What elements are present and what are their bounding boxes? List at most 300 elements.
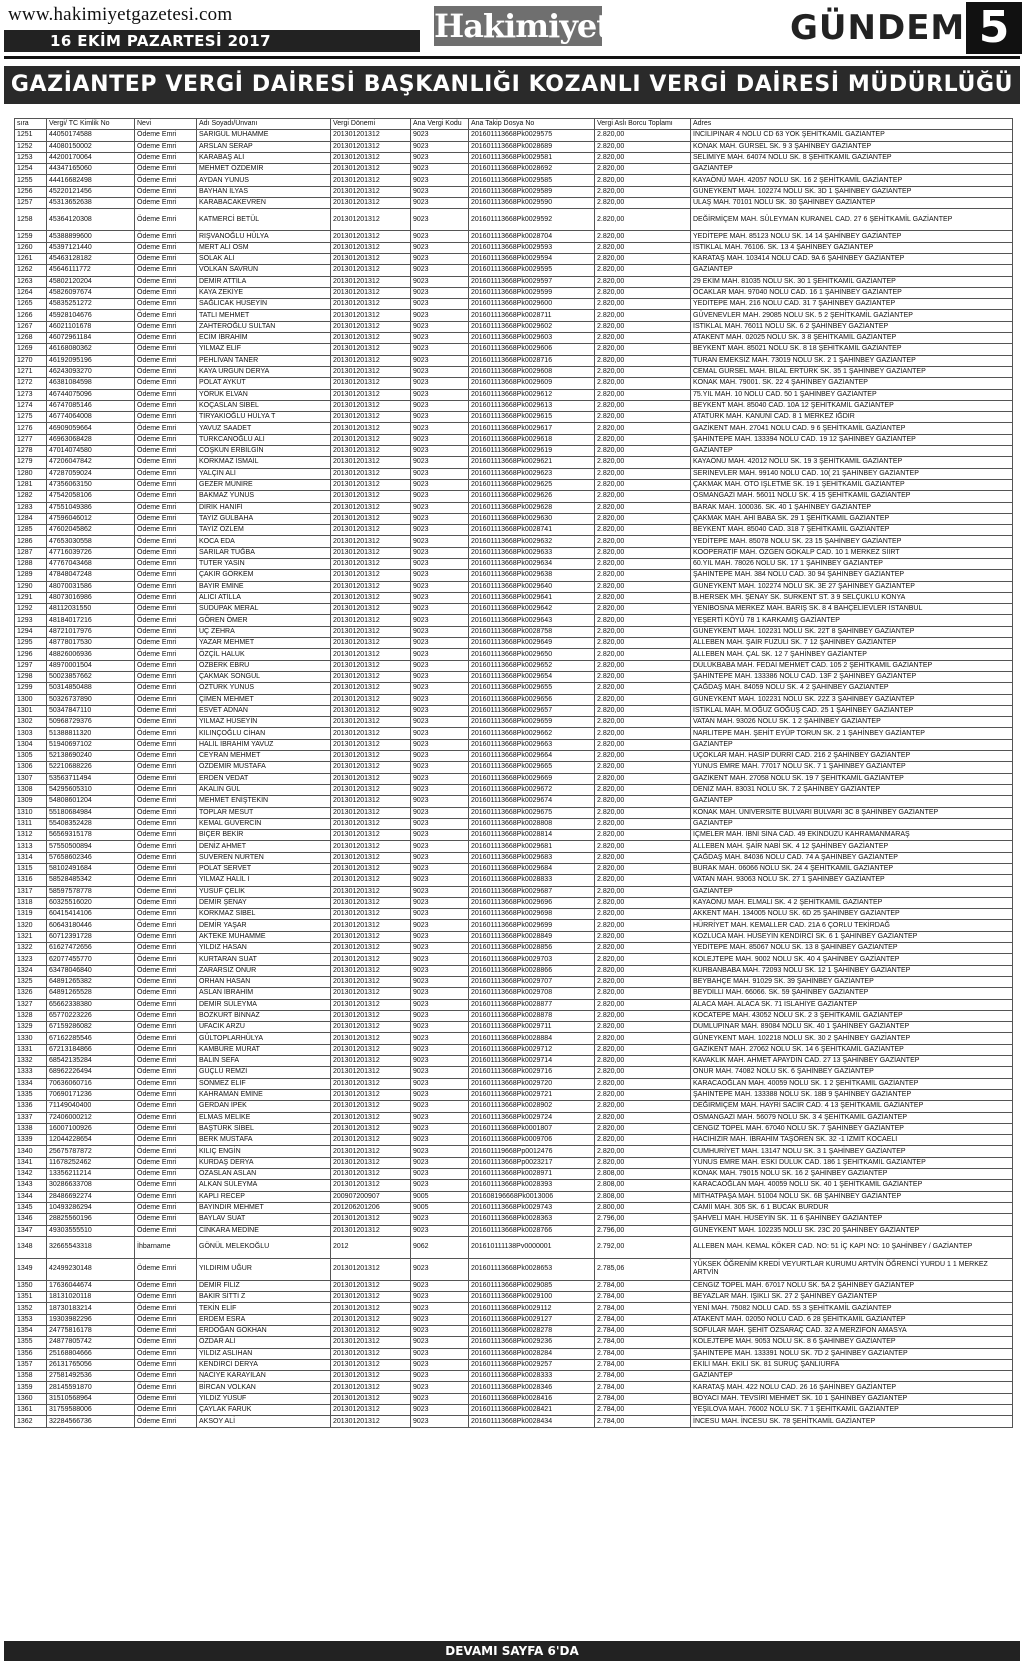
table-cell: Ödeme Emri bbox=[135, 231, 197, 242]
table-cell: 2.820,00 bbox=[595, 931, 691, 942]
table-row bbox=[15, 773, 1013, 784]
table-cell: YENİ MAH. 75082 NOLU CAD. 5S 3 ŞEHİTKAMİL GAZİANTEP bbox=[691, 1303, 1013, 1314]
table-cell: 9023 bbox=[411, 253, 469, 264]
table-cell: 1337 bbox=[15, 1112, 47, 1123]
table-cell: BURAK MAH. 06066 NOLU SK. 24 4 ŞEHİTKAMİL GAZİANTEP bbox=[691, 864, 1013, 875]
table-cell: Ödeme Emri bbox=[135, 818, 197, 829]
table-cell: 1327 bbox=[15, 999, 47, 1010]
table-cell: 201301201312 bbox=[331, 931, 411, 942]
table-cell: 24877805742 bbox=[47, 1337, 135, 1348]
table-cell: 48070031586 bbox=[47, 581, 135, 592]
table-cell: DUMLUPINAR MAH. 89084 NOLU SK. 40 1 ŞAHİNBEY GAZİANTEP bbox=[691, 1022, 1013, 1033]
table-cell: 201601113668Pk0029632 bbox=[469, 536, 595, 547]
table-cell: İhbarname bbox=[135, 1236, 197, 1258]
table-row bbox=[15, 751, 1013, 762]
table-cell: 1279 bbox=[15, 457, 47, 468]
table-cell: VATAN MAH. 93063 NOLU SK. 27 1 ŞAHİNBEY GAZİANTEP bbox=[691, 875, 1013, 886]
table-cell: 201601113668Pk0029603 bbox=[469, 333, 595, 344]
table-cell: Ödeme Emri bbox=[135, 366, 197, 377]
table-cell: 201601113668Pk0029589 bbox=[469, 186, 595, 197]
table-cell: GÜNEYKENT MAH. 102274 NOLU SK. 3D 1 ŞAHİNBEY GAZİANTEP bbox=[691, 186, 1013, 197]
table-cell: 201601113668Pk0029696 bbox=[469, 897, 595, 908]
table-row bbox=[15, 909, 1013, 920]
column-header: Vergi/ TC Kimlik No bbox=[47, 119, 135, 130]
table-cell: 1309 bbox=[15, 796, 47, 807]
table-cell: ESVET ADNAN bbox=[197, 705, 331, 716]
table-cell: KONAK MAH. ÜNİVERSİTE BULVARI BULVARI 3C 8 ŞAHİNBEY GAZİANTEP bbox=[691, 807, 1013, 818]
table-cell: 45802120204 bbox=[47, 276, 135, 287]
table-cell: 201601113668Pk0028711 bbox=[469, 310, 595, 321]
table-cell: BEYAZLAR MAH. IŞIKLI SK. 27 2 ŞAHİNBEY GAZİANTEP bbox=[691, 1292, 1013, 1303]
table-cell: YILDIRIM UĞUR bbox=[197, 1258, 331, 1280]
table-cell: POLAT AYKUT bbox=[197, 378, 331, 389]
table-cell: 47014074580 bbox=[47, 446, 135, 457]
table-cell: 201601113668Pk0028416 bbox=[469, 1393, 595, 1404]
table-cell: 201601113668Pk0029625 bbox=[469, 479, 595, 490]
table-cell: 9023 bbox=[411, 1146, 469, 1157]
table-cell: 2.820,00 bbox=[595, 1112, 691, 1123]
table-cell: Ödeme Emri bbox=[135, 1089, 197, 1100]
table-cell: 9023 bbox=[411, 965, 469, 976]
table-cell: 47287059024 bbox=[47, 468, 135, 479]
table-cell: Ödeme Emri bbox=[135, 1225, 197, 1236]
table-cell: 2.820,00 bbox=[595, 1146, 691, 1157]
table-cell: 2.820,00 bbox=[595, 175, 691, 186]
table-cell: ATAKENT MAH. 02025 NOLU SK. 3 8 ŞEHİTKAMİL GAZİANTEP bbox=[691, 333, 1013, 344]
table-row bbox=[15, 1393, 1013, 1404]
table-cell: 9023 bbox=[411, 333, 469, 344]
table-cell: YEDİTEPE MAH. 85123 NOLU SK. 14 14 ŞAHİNBEY GAZİANTEP bbox=[691, 231, 1013, 242]
table-cell: TURAN EMEKSİZ MAH. 73019 NOLU SK. 2 1 ŞAHİNBEY GAZİANTEP bbox=[691, 355, 1013, 366]
table-cell: 2.820,00 bbox=[595, 841, 691, 852]
table-cell: TÜRKCANOĞLU ALİ bbox=[197, 434, 331, 445]
table-cell: Ödeme Emri bbox=[135, 1056, 197, 1067]
table-cell: DÜLÜKBABA MAH. FEDAİ MEHMET CAD. 105 2 ŞEHİTKAMİL GAZİANTEP bbox=[691, 660, 1013, 671]
table-cell: 201601113668Pk0029708 bbox=[469, 988, 595, 999]
table-cell: KARACAOĞLAN MAH. 40059 NOLU SK. 1 2 ŞEHİTKAMİL GAZİANTEP bbox=[691, 1078, 1013, 1089]
table-cell: 201601113668Pk0028692 bbox=[469, 164, 595, 175]
table-cell: 67213184866 bbox=[47, 1044, 135, 1055]
table-cell: 9023 bbox=[411, 321, 469, 332]
table-cell: BAYIR EMİNE bbox=[197, 581, 331, 592]
table-cell: Ödeme Emri bbox=[135, 1280, 197, 1291]
table-row bbox=[15, 400, 1013, 411]
table-cell: 1282 bbox=[15, 491, 47, 502]
table-cell: 9023 bbox=[411, 378, 469, 389]
table-cell: ALKAN SÜLEYMA bbox=[197, 1180, 331, 1191]
table-cell: 9023 bbox=[411, 581, 469, 592]
table-cell: Ödeme Emri bbox=[135, 321, 197, 332]
table-cell: VATAN MAH. 93026 NOLU SK. 1 2 ŞAHİNBEY GAZİANTEP bbox=[691, 717, 1013, 728]
table-cell: 50023857662 bbox=[47, 671, 135, 682]
table-cell: Ödeme Emri bbox=[135, 604, 197, 615]
table-row bbox=[15, 558, 1013, 569]
table-cell: 9023 bbox=[411, 920, 469, 931]
table-cell: 201301201312 bbox=[331, 1359, 411, 1370]
table-cell: 201601113668Pk0029663 bbox=[469, 739, 595, 750]
table-cell: 48970001504 bbox=[47, 660, 135, 671]
table-cell: 9023 bbox=[411, 1348, 469, 1359]
table-cell: 9023 bbox=[411, 773, 469, 784]
table-cell: 201601113668Pk0029575 bbox=[469, 130, 595, 141]
table-cell: ELMAS MELİKE bbox=[197, 1112, 331, 1123]
table-cell: 9023 bbox=[411, 796, 469, 807]
table-cell: DEĞİRMİÇEM MAH. SÜLEYMAN KURANEL CAD. 27 6 ŞEHİTKAMİL GAZİANTEP bbox=[691, 209, 1013, 231]
debt-table-wrapper bbox=[14, 118, 1012, 1636]
table-row bbox=[15, 1202, 1013, 1213]
table-cell: 2.820,00 bbox=[595, 660, 691, 671]
table-cell: 60325516020 bbox=[47, 897, 135, 908]
table-cell: 2.820,00 bbox=[595, 649, 691, 660]
table-cell: 201301201312 bbox=[331, 615, 411, 626]
table-cell: Ödeme Emri bbox=[135, 130, 197, 141]
table-cell: GAZİANTEP bbox=[691, 164, 1013, 175]
table-row bbox=[15, 1405, 1013, 1416]
table-cell: 1359 bbox=[15, 1382, 47, 1393]
table-cell: 1290 bbox=[15, 581, 47, 592]
table-cell: Ödeme Emri bbox=[135, 536, 197, 547]
newspaper-logo: Hakimiyet bbox=[434, 7, 611, 45]
table-cell: YILDIZ HASAN bbox=[197, 943, 331, 954]
table-cell: GÜLTOPLARHÜLYA bbox=[197, 1033, 331, 1044]
table-cell: Ödeme Emri bbox=[135, 671, 197, 682]
table-cell: 1347 bbox=[15, 1225, 47, 1236]
table-cell: 201301201312 bbox=[331, 592, 411, 603]
table-cell: KAYA ZEKİYE bbox=[197, 287, 331, 298]
table-cell: Ödeme Emri bbox=[135, 423, 197, 434]
table-cell: 1272 bbox=[15, 378, 47, 389]
table-cell: 201601113668Pk0029590 bbox=[469, 198, 595, 209]
table-row bbox=[15, 830, 1013, 841]
table-cell: KURTARAN SUAT bbox=[197, 954, 331, 965]
table-cell: 201301201312 bbox=[331, 400, 411, 411]
table-cell: KAPLI RECEP bbox=[197, 1191, 331, 1202]
table-cell: Ödeme Emri bbox=[135, 920, 197, 931]
table-cell: 201301201312 bbox=[331, 536, 411, 547]
table-row bbox=[15, 988, 1013, 999]
table-row bbox=[15, 1135, 1013, 1146]
table-cell: 9062 bbox=[411, 1236, 469, 1258]
table-cell: UFACIK ARZU bbox=[197, 1022, 331, 1033]
table-cell: Ödeme Emri bbox=[135, 1169, 197, 1180]
table-cell: 58102491684 bbox=[47, 864, 135, 875]
table-cell: SERİNEVLER MAH. 99140 NOLU CAD. 10( 21 ŞAHİNBEY GAZİANTEP bbox=[691, 468, 1013, 479]
table-cell: GAZİANTEP bbox=[691, 446, 1013, 457]
table-row bbox=[15, 457, 1013, 468]
table-cell: 45928104676 bbox=[47, 310, 135, 321]
table-cell: 45313652638 bbox=[47, 198, 135, 209]
table-row bbox=[15, 175, 1013, 186]
table-cell: Ödeme Emri bbox=[135, 1101, 197, 1112]
table-cell: 201301201312 bbox=[331, 570, 411, 581]
table-cell: 2.820,00 bbox=[595, 1044, 691, 1055]
table-cell: 201601113668Pk0028866 bbox=[469, 965, 595, 976]
table-cell: 30286633708 bbox=[47, 1180, 135, 1191]
table-cell: GÜÇLÜ REMZİ bbox=[197, 1067, 331, 1078]
table-cell: TAYİZ GÜLBAHA bbox=[197, 513, 331, 524]
table-cell: 201301201312 bbox=[331, 954, 411, 965]
table-cell: 9023 bbox=[411, 198, 469, 209]
table-cell: 2.820,00 bbox=[595, 592, 691, 603]
table-cell: 2.792,00 bbox=[595, 1236, 691, 1258]
table-cell: KAYAÖNÜ MAH. ELMALI SK. 4 2 ŞEHİTKAMİL GAZİANTEP bbox=[691, 897, 1013, 908]
table-cell: 1333 bbox=[15, 1067, 47, 1078]
table-row bbox=[15, 683, 1013, 694]
table-cell: 2.820,00 bbox=[595, 479, 691, 490]
table-cell: 1323 bbox=[15, 954, 47, 965]
table-cell: 201601113668Pk0029585 bbox=[469, 175, 595, 186]
table-cell: SARILAR TUĞBA bbox=[197, 547, 331, 558]
table-row bbox=[15, 1416, 1013, 1427]
table-cell: 45826097674 bbox=[47, 287, 135, 298]
table-cell: 67159286082 bbox=[47, 1022, 135, 1033]
table-cell: 1311 bbox=[15, 818, 47, 829]
table-cell: 201301201312 bbox=[331, 164, 411, 175]
table-cell: GAZİKENT MAH. 27041 NOLU CAD. 9 6 ŞEHİTKAMİL GAZİANTEP bbox=[691, 423, 1013, 434]
table-cell: Ödeme Emri bbox=[135, 739, 197, 750]
table-cell: 9023 bbox=[411, 141, 469, 152]
table-cell: 201601113668Pk0029674 bbox=[469, 796, 595, 807]
table-row bbox=[15, 1123, 1013, 1134]
table-cell: 9023 bbox=[411, 1101, 469, 1112]
table-cell: NACİYE KARAYILAN bbox=[197, 1371, 331, 1382]
table-cell: 201601113668Pk0029593 bbox=[469, 242, 595, 253]
table-cell: 1278 bbox=[15, 446, 47, 457]
table-cell: 1340 bbox=[15, 1146, 47, 1157]
table-cell: 201301201312 bbox=[331, 988, 411, 999]
table-cell: 55180684984 bbox=[47, 807, 135, 818]
table-cell: ORHAN HASAN bbox=[197, 976, 331, 987]
table-cell: 9023 bbox=[411, 864, 469, 875]
table-cell: OSMANGAZİ MAH. 56011 NOLU SK. 4 15 ŞEHİTKAMİL GAZİANTEP bbox=[691, 491, 1013, 502]
table-cell: Ödeme Emri bbox=[135, 152, 197, 163]
table-cell: MEHMET ÖZDEMİR bbox=[197, 164, 331, 175]
table-cell: Ödeme Emri bbox=[135, 784, 197, 795]
table-cell: 1292 bbox=[15, 604, 47, 615]
table-cell: 201601113668Pk0029236 bbox=[469, 1337, 595, 1348]
table-cell: Ödeme Emri bbox=[135, 1044, 197, 1055]
table-cell: 201301201312 bbox=[331, 1157, 411, 1168]
table-cell: Ödeme Emri bbox=[135, 1371, 197, 1382]
table-cell: Ödeme Emri bbox=[135, 999, 197, 1010]
table-cell: KOZLUCA MAH. HÜSEYİN KENDİRCİ SK. 6 1 ŞAHİNBEY GAZİANTEP bbox=[691, 931, 1013, 942]
table-cell: 1319 bbox=[15, 909, 47, 920]
table-row bbox=[15, 818, 1013, 829]
table-cell: 1345 bbox=[15, 1202, 47, 1213]
table-cell: 9023 bbox=[411, 344, 469, 355]
table-cell: Ödeme Emri bbox=[135, 1405, 197, 1416]
table-cell: 45220121456 bbox=[47, 186, 135, 197]
table-cell: 201301201312 bbox=[331, 965, 411, 976]
table-cell: 9023 bbox=[411, 671, 469, 682]
table-cell: 50347847110 bbox=[47, 705, 135, 716]
table-cell: 201301201312 bbox=[331, 366, 411, 377]
table-cell: DEMİR SÜLEYMA bbox=[197, 999, 331, 1010]
table-cell: KORKMAZ İSMAİL bbox=[197, 457, 331, 468]
table-cell: 201301201312 bbox=[331, 638, 411, 649]
debt-table bbox=[14, 118, 1013, 1428]
table-cell: 201301201312 bbox=[331, 830, 411, 841]
table-cell: KAYAÖNÜ MAH. 42057 NOLU SK. 16 2 ŞEHİTKAMİL GAZİANTEP bbox=[691, 175, 1013, 186]
table-cell: 9023 bbox=[411, 909, 469, 920]
table-cell: 201301201312 bbox=[331, 717, 411, 728]
table-cell: CENGİZ TOPEL MAH. 67017 NOLU SK. 5A 2 ŞAHİNBEY GAZİANTEP bbox=[691, 1280, 1013, 1291]
table-cell: 201601113668Pk0029600 bbox=[469, 299, 595, 310]
table-cell: 44200170064 bbox=[47, 152, 135, 163]
table-row bbox=[15, 943, 1013, 954]
table-cell: 71149040400 bbox=[47, 1101, 135, 1112]
table-cell: 2.820,00 bbox=[595, 423, 691, 434]
table-cell: YEŞİLOVA MAH. 76002 NOLU SK. 7 1 ŞEHİTKAMİL GAZİANTEP bbox=[691, 1405, 1013, 1416]
table-cell: Ödeme Emri bbox=[135, 807, 197, 818]
table-cell: AKALIN GÜL bbox=[197, 784, 331, 795]
table-cell: Ödeme Emri bbox=[135, 875, 197, 886]
table-cell: 9023 bbox=[411, 434, 469, 445]
table-cell: 2.820,00 bbox=[595, 265, 691, 276]
table-cell: 201601113668Pk0029711 bbox=[469, 1022, 595, 1033]
table-cell: 2.820,00 bbox=[595, 434, 691, 445]
table-row bbox=[15, 1214, 1013, 1225]
table-cell: 1334 bbox=[15, 1078, 47, 1089]
table-cell: Ödeme Emri bbox=[135, 446, 197, 457]
table-cell: 9023 bbox=[411, 626, 469, 637]
table-cell: 46243093270 bbox=[47, 366, 135, 377]
table-cell: 9023 bbox=[411, 1112, 469, 1123]
table-cell: 1283 bbox=[15, 502, 47, 513]
table-cell: TATLI MEHMET bbox=[197, 310, 331, 321]
column-header: Adı Soyadı/Ünvanı bbox=[197, 119, 331, 130]
table-cell: Ödeme Emri bbox=[135, 660, 197, 671]
table-cell: 201601113668Pk0029703 bbox=[469, 954, 595, 965]
table-cell: 2.820,00 bbox=[595, 457, 691, 468]
table-cell: 201601113668Pk0029595 bbox=[469, 265, 595, 276]
table-cell: 9023 bbox=[411, 638, 469, 649]
table-cell: MİTHATPAŞA MAH. 51004 NOLU SK. 6B ŞAHİNBEY GAZİANTEP bbox=[691, 1191, 1013, 1202]
table-cell: 201301201312 bbox=[331, 344, 411, 355]
table-cell: 201301201312 bbox=[331, 186, 411, 197]
table-cell: Ödeme Emri bbox=[135, 1393, 197, 1404]
table-row bbox=[15, 1101, 1013, 1112]
table-cell: Ödeme Emri bbox=[135, 1325, 197, 1336]
table-cell: 1289 bbox=[15, 570, 47, 581]
table-cell: ÇAKMAK MAH. OTO İŞLETME SK. 19 1 ŞEHİTKAMİL GAZİANTEP bbox=[691, 479, 1013, 490]
table-row bbox=[15, 592, 1013, 603]
table-cell: 201301201312 bbox=[331, 1101, 411, 1112]
table-row bbox=[15, 1056, 1013, 1067]
table-row bbox=[15, 1292, 1013, 1303]
table-cell: YÜKSEK ÖĞRENİM KREDİ VEYURTLAR KURUMU ARTVİN ÖĞRENCİ YURDU 1 1 MERKEZ ARTVİN bbox=[691, 1258, 1013, 1280]
table-cell: Ödeme Emri bbox=[135, 841, 197, 852]
table-cell: İNCİLİPINAR 4 NOLU CD 63 YOK ŞEHİTKAMİL GAZİANTEP bbox=[691, 130, 1013, 141]
table-row bbox=[15, 502, 1013, 513]
table-cell: 9023 bbox=[411, 502, 469, 513]
table-cell: 29 EKİM MAH. 81035 NOLU SK. 30 1 ŞEHİTKAMİL GAZİANTEP bbox=[691, 276, 1013, 287]
table-cell: 2.820,00 bbox=[595, 717, 691, 728]
table-cell: 201601113668Pk0028849 bbox=[469, 931, 595, 942]
table-cell: 70636060716 bbox=[47, 1078, 135, 1089]
table-cell: 2.820,00 bbox=[595, 310, 691, 321]
table-cell: 9023 bbox=[411, 423, 469, 434]
table-cell: 2.820,00 bbox=[595, 321, 691, 332]
table-cell: 45388899600 bbox=[47, 231, 135, 242]
table-row bbox=[15, 209, 1013, 231]
table-cell: 9023 bbox=[411, 491, 469, 502]
table-cell: 2.820,00 bbox=[595, 784, 691, 795]
table-cell: 2.820,00 bbox=[595, 513, 691, 524]
table-cell: 70690171236 bbox=[47, 1089, 135, 1100]
table-cell: Ödeme Emri bbox=[135, 310, 197, 321]
table-cell: 47602045862 bbox=[47, 525, 135, 536]
table-cell: 201301201312 bbox=[331, 1033, 411, 1044]
table-cell: 9023 bbox=[411, 1214, 469, 1225]
table-cell: 25168804666 bbox=[47, 1348, 135, 1359]
table-cell: 201601113668Pk0029649 bbox=[469, 638, 595, 649]
table-cell: 201301201312 bbox=[331, 299, 411, 310]
table-cell: 201301201312 bbox=[331, 457, 411, 468]
table-cell: 2.820,00 bbox=[595, 739, 691, 750]
table-cell: 2.820,00 bbox=[595, 988, 691, 999]
table-cell: 201301201312 bbox=[331, 242, 411, 253]
table-cell: 201601113668Pk0029581 bbox=[469, 152, 595, 163]
table-cell: 201301201312 bbox=[331, 1348, 411, 1359]
table-cell: 201601113668Pk0028278 bbox=[469, 1325, 595, 1336]
table-cell: 201206201206 bbox=[331, 1202, 411, 1213]
table-cell: 201301201312 bbox=[331, 198, 411, 209]
table-cell: 2.820,00 bbox=[595, 694, 691, 705]
column-header: Ana Vergi Kodu bbox=[411, 119, 469, 130]
table-cell: 201301201312 bbox=[331, 773, 411, 784]
table-cell: OCAKLAR MAH. 97040 NOLU CAD. 16 1 ŞAHİNBEY GAZİANTEP bbox=[691, 287, 1013, 298]
table-cell: Ödeme Emri bbox=[135, 333, 197, 344]
table-cell: 201610111138Pv0000001 bbox=[469, 1236, 595, 1258]
table-cell: 2.820,00 bbox=[595, 818, 691, 829]
table-cell: 1267 bbox=[15, 321, 47, 332]
table-cell: 201301201312 bbox=[331, 751, 411, 762]
table-cell: 1342 bbox=[15, 1169, 47, 1180]
table-cell: ÖZTÜRK YUNUS bbox=[197, 683, 331, 694]
table-cell: AKSOY ALİ bbox=[197, 1416, 331, 1427]
table-cell: YEDİTEPE MAH. 85078 NOLU SK. 23 15 ŞAHİNBEY GAZİANTEP bbox=[691, 536, 1013, 547]
table-cell: 9023 bbox=[411, 231, 469, 242]
table-cell: 201301201312 bbox=[331, 513, 411, 524]
table-cell: 9023 bbox=[411, 1123, 469, 1134]
table-cell: BAYHAN İLYAS bbox=[197, 186, 331, 197]
table-cell: 201601113668Pk0028766 bbox=[469, 1225, 595, 1236]
table-cell: SAĞLICAK HÜSEYİN bbox=[197, 299, 331, 310]
table-cell: 1352 bbox=[15, 1303, 47, 1314]
table-cell: KOÇASLAN SİBEL bbox=[197, 400, 331, 411]
table-row bbox=[15, 299, 1013, 310]
table-cell: GÜVENEVLER MAH. 29085 NOLU SK. 5 2 ŞEHİTKAMİL GAZİANTEP bbox=[691, 310, 1013, 321]
column-header: Vergi Aslı Borcu Toplamı bbox=[595, 119, 691, 130]
table-cell: 9023 bbox=[411, 739, 469, 750]
table-cell: Ödeme Emri bbox=[135, 830, 197, 841]
table-cell: 47356063150 bbox=[47, 479, 135, 490]
table-row bbox=[15, 717, 1013, 728]
table-cell: 201601113668Pk0029672 bbox=[469, 784, 595, 795]
table-row bbox=[15, 1348, 1013, 1359]
table-cell: 201601113668Pk0029127 bbox=[469, 1314, 595, 1325]
table-row bbox=[15, 1033, 1013, 1044]
table-cell: 47716039726 bbox=[47, 547, 135, 558]
table-cell: 1349 bbox=[15, 1258, 47, 1280]
table-cell: 1322 bbox=[15, 943, 47, 954]
table-cell: 201601113668Pk0028833 bbox=[469, 875, 595, 886]
table-cell: 18730183214 bbox=[47, 1303, 135, 1314]
table-cell: 201301201312 bbox=[331, 525, 411, 536]
table-cell: 1288 bbox=[15, 558, 47, 569]
table-row bbox=[15, 547, 1013, 558]
